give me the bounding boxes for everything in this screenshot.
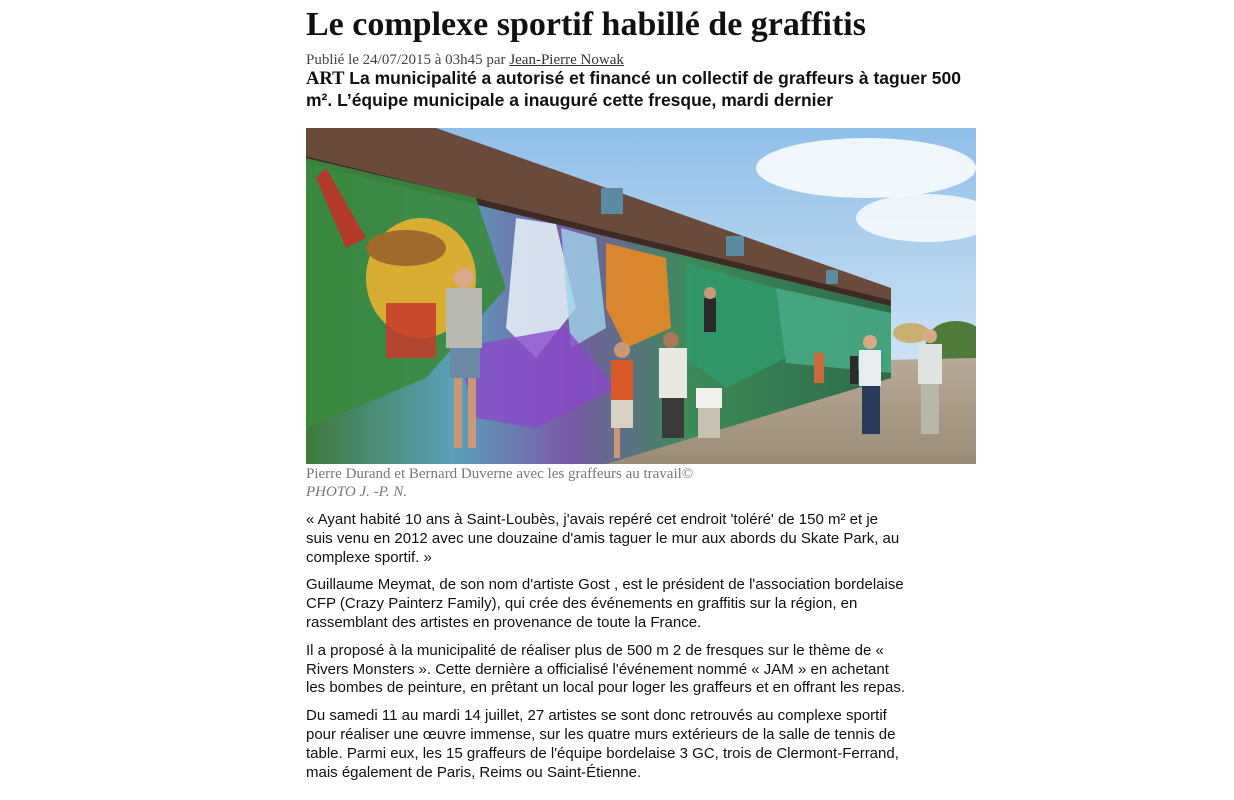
paragraph: Il a proposé à la municipalité de réaliser plus de 500 m 2 de fresques sur le thème de « Rivers Monsters ». Cette dernière a officialisé l'événement nommé « JAM » en achetant les bombes de peinture, en prêtant un local pour loger les graffeurs et en offrant les repas. xyxy=(306,641,905,697)
paragraph: « Ayant habité 10 ans à Saint-Loubès, j'avais repéré cet endroit 'toléré' de 150 m² et je suis venu en 2012 avec une douzaine d'amis taguer le mur aux abords du Skate Park, au complexe sportif. » xyxy=(306,511,900,566)
article-lead xyxy=(306,68,978,111)
byline xyxy=(306,51,624,69)
photo-caption: Pierre Durand et Bernard Duverne avec les graffeurs au travail© xyxy=(306,466,694,482)
paragraph: Guillaume Meymat, de son nom d'artiste Gost , est le président de l'association bordelaise CFP (Crazy Painterz Family), qui crée des événements en graffitis sur la région, en rassemblant des artistes en provenance de toute la France. xyxy=(306,576,904,631)
article-title: Le complexe sportif habillé de graffitis xyxy=(306,6,866,43)
author-link[interactable]: Jean-Pierre Nowak xyxy=(509,52,624,68)
photo-credit: PHOTO J. -P. N. xyxy=(306,484,408,500)
lead-text: La municipalité a autorisé et financé un collectif de graffeurs à taguer 500 m². L’équipe municipale a inauguré cette fresque, mardi dernier xyxy=(306,68,962,110)
article-photo xyxy=(306,128,976,464)
lead-kicker: ART xyxy=(306,69,345,89)
graffiti-wall-photo xyxy=(306,128,976,464)
byline-date: Publié le 24/07/2015 à 03h45 par xyxy=(306,52,506,68)
article-body xyxy=(306,511,906,791)
paragraph: Du samedi 11 au mardi 14 juillet, 27 artistes se sont donc retrouvés au complexe sportif pour réaliser une œuvre immense, sur les quatre murs extérieurs de la salle de tennis de table. Parmi eux, les 15 graffeurs de l'équipe bordelaise 3 GC, trois de Clermont-Ferrand, mais également de Paris, Reims ou Saint-Étienne. xyxy=(306,707,899,781)
